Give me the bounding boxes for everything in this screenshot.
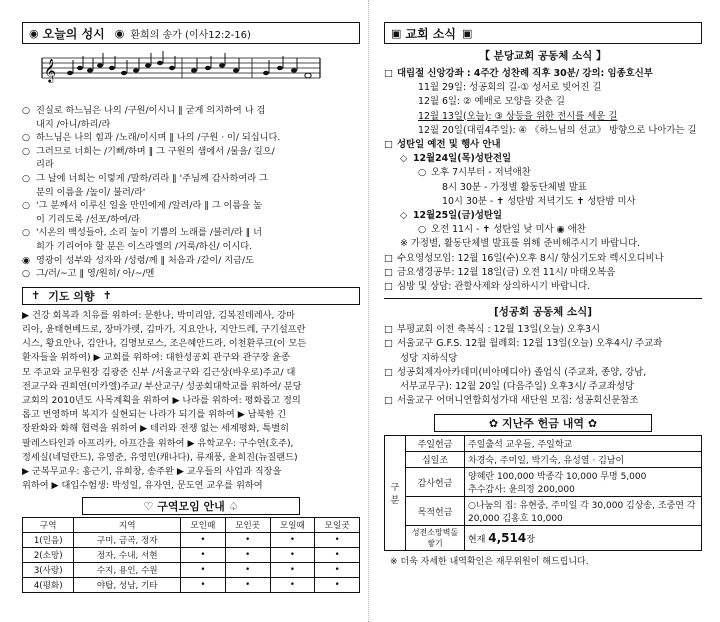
music-staff-icon bbox=[22, 48, 360, 100]
table-row: 2(소망) 정자, 수내, 서현 • • • • bbox=[23, 548, 360, 563]
litany-mark bbox=[22, 118, 36, 132]
circle-bullet-icon: ○ bbox=[22, 132, 31, 144]
prayer-line: 리아, 윤태현베드로, 장마가렛, 김마가, 지요안나, 지안드레, 구기설프란 bbox=[22, 323, 306, 335]
hymn-title: 환희의 송가 (이사12:2-16) bbox=[130, 29, 251, 41]
music-notation bbox=[22, 48, 360, 100]
checkbox-icon: □ bbox=[384, 139, 393, 151]
news-item: ※ 가정별, 활동단체별 발표를 위해 준비해주시기 바랍니다. bbox=[400, 238, 640, 250]
diocese-news-title: [성공회 공동체 소식] bbox=[384, 298, 702, 319]
left-column bbox=[22, 22, 360, 593]
prayer-line: 롭고 번영하며 복지가 실현되는 나라가 되기를 위하여 ▶ 남북한 긴 bbox=[22, 409, 287, 421]
news-item: 12월 6일: ② 예배로 모양을 갖춘 길 bbox=[418, 96, 565, 108]
table-row: 3(사랑) 수지, 용인, 수원 • • • • bbox=[23, 563, 360, 578]
table-row: 4(평화) 야탑, 성남, 기타 • • • • bbox=[23, 578, 360, 593]
litany-mark bbox=[22, 158, 36, 172]
circle-bullet-icon: ○ bbox=[22, 172, 31, 184]
group-meeting-title: ♡ 구역모임 안내 ♤ bbox=[82, 497, 300, 515]
hymn-bullseye-icon: ◉ bbox=[114, 26, 125, 40]
prayer-intentions bbox=[22, 309, 360, 494]
prayer-line: 팔레스타인과 아프리카, 아프간을 위하여 ▶ 유학교우: 구수연(호주), bbox=[22, 437, 294, 449]
prayer-line: 위하여 ▶ 대입수험생: 박성일, 유자연, 문도연 교우를 위하여 bbox=[22, 480, 263, 492]
litany-line: ○ '그 분께서 이루신 일을 만민에게 /알려/라 ‖ 그 이름을 높 bbox=[22, 200, 262, 212]
checkbox-icon: □ bbox=[384, 281, 393, 293]
news-item: ○ 오전 11시 - ✝ 성탄일 낮 미사 ◉ 애찬 bbox=[384, 223, 702, 237]
litany-line: 희가 기리어야 할 분은 이스라엘의 /거룩/하신/ 이시다. bbox=[22, 240, 360, 254]
litany-line: ○ 진실로 하느님은 나의 /구원/이시니 ‖ 굳게 의지하여 나 겁 bbox=[22, 105, 266, 116]
prayer-line: 정세실(네덜란드), 유영준, 유영민(캐나다), 류재풍, 윤희진(뉴질랜드) bbox=[22, 451, 298, 463]
checkbox-icon: □ bbox=[384, 252, 393, 264]
litany-line: 리라 bbox=[22, 158, 360, 172]
psalm-section-title: 오늘의 성시 bbox=[42, 26, 105, 41]
circle-bullet-icon: ○ bbox=[418, 224, 427, 236]
litany-mark bbox=[22, 186, 36, 200]
news-item: 12월 13일(오늘): ③ 상등을 위한 전시를 세운 길 bbox=[418, 110, 618, 122]
svg-text:𝄞: 𝄞 bbox=[44, 58, 56, 82]
news-item: □ 성탄일 예전 및 행사 안내 bbox=[384, 138, 702, 152]
right-column bbox=[384, 22, 702, 567]
litany-line: ○ 그/러/~고 ‖ 영/원히/ 아/~/멘 bbox=[22, 268, 155, 280]
checkbox-icon: □ bbox=[384, 68, 393, 79]
bundang-news-list bbox=[384, 67, 702, 294]
litany-line: 내지 /아니/하리/라 bbox=[22, 118, 360, 132]
news-item: □ 심방 및 상담: 관할사제와 상의하시기 바랍니다. bbox=[384, 280, 702, 294]
prayer-line: ▶ 건강 회복과 치유를 위하여: 문한나, 박미리암, 김복진데레사, 강마 bbox=[22, 309, 296, 321]
litany-line: ○ '시온의 백성들아, 소리 높이 기쁨의 노래를 /불러/라 ‖ 너 bbox=[22, 227, 262, 239]
litany-line: ○ 그 날에 너희는 이렇게 /말하/리라 ‖ '주님께 감사하여라 그 bbox=[22, 172, 268, 184]
news-item: 서부교무구): 12월 20일 (다음주일) 오후3시/ 주교좌성당 bbox=[400, 381, 635, 393]
psalm-section-header bbox=[22, 22, 360, 44]
diocese-news-list bbox=[384, 323, 702, 408]
checkbox-icon: □ bbox=[384, 395, 393, 407]
prayer-line: 전교구와 권희연(미카엘)주교/ 부산교구/ 성공회대학교를 위하여/ 분당 bbox=[22, 380, 302, 392]
column-header: 구역 bbox=[23, 518, 74, 533]
news-item: 10시 30분 - ✝ 성탄밤 저녁기도 ✝ 성탄밤 미사 bbox=[442, 195, 636, 207]
news-item: □ 성공회제자아카데미(비아메디아) 졸업식 (주교좌, 종양, 강남, bbox=[384, 366, 702, 380]
psalm-litany bbox=[22, 104, 360, 281]
news-item: 11월 29일: 성공회의 길-① 성서로 빚어진 길 bbox=[418, 82, 602, 94]
prayer-line: 시스, 황요안나, 김안나, 김명보로스, 조은혜안드라, 이천환루크(이 모든 bbox=[22, 338, 307, 350]
table-row: 감사헌금 양혜란 100,000 박종각 10,000 무명 5,000 추수감사: 윤의정 200,000 bbox=[385, 468, 702, 497]
group-meeting-table bbox=[22, 517, 360, 593]
square-icon: ▣ bbox=[391, 26, 402, 40]
checkbox-icon: □ bbox=[384, 366, 393, 378]
news-item: □ 부평교회 이전 축복식 : 12월 13일(오늘) 오후3시 bbox=[384, 323, 702, 337]
offering-title: ✿ 지난주 헌금 내역 ✿ bbox=[434, 414, 652, 432]
litany-mark bbox=[22, 213, 36, 227]
page-fold-line bbox=[368, 0, 369, 622]
prayer-line: 장완화와 화해 협력을 위하여 ▶ 테러와 전쟁 없는 세계평화, 특별히 bbox=[22, 423, 290, 435]
column-header: 모일때 bbox=[270, 518, 315, 533]
litany-line: ○ 그러므로 너희는 /기뻐/하며 ‖ 그 구원의 샘에서 /물을/ 길으/ bbox=[22, 145, 275, 157]
news-item: 성당 지하식당 bbox=[400, 352, 458, 364]
prayer-line: 환자들을 위하여) ▶ 교회를 위하여: 대한성공회 관구와 관구장 윤종 bbox=[22, 352, 290, 364]
news-item: ○ 오후 7시부터 - 저녁애찬 bbox=[384, 166, 702, 180]
circle-bullet-icon: ○ bbox=[418, 167, 427, 179]
circle-bullet-icon: ○ bbox=[22, 105, 31, 116]
news-item: □ 금요생경공부: 12월 18일(금) 오전 11시/ 마태오복음 bbox=[384, 266, 702, 280]
news-item: □ 수요영성모임: 12월 16일(수)오후 8시/ 향심기도와 렉시오디비나 bbox=[384, 252, 702, 266]
litany-line: ◉ 영광이 성부와 성자와 /성령/께 ‖ 처음과 /같이/ 지금/도 bbox=[22, 254, 255, 266]
litany-line: ○ 하느님은 나의 힘과 /노래/이시며 ‖ 나의 /구원 · 이/ 되십니다. bbox=[22, 132, 281, 144]
checkbox-icon: □ bbox=[384, 266, 393, 278]
news-item: ◇ 12월25일(금)성탄일 bbox=[384, 209, 702, 223]
table-row: 목적헌금 ○나눔의 집: 유현중, 주미일 각 30,000 김상송, 조중연 각 20,000 김홍호 10,000 bbox=[385, 497, 702, 526]
news-section-title: 교회 소식 bbox=[405, 26, 456, 41]
column-header: 모일곳 bbox=[315, 518, 360, 533]
column-header: 모인때 bbox=[181, 518, 226, 533]
cross-end-icon: ✝ bbox=[102, 289, 112, 303]
prayer-line: 모 주교와 교무원장 김광준 신부 /서울교구와 김근상(바우로)주교/ 대 bbox=[22, 366, 296, 378]
table-row: 십일조 차경숙, 주미일, 박기숙, 유성열 · 김남이 bbox=[385, 452, 702, 468]
square-end-icon: ▣ bbox=[461, 26, 473, 40]
prayer-line: ▶ 군복무교우: 홍근기, 유희창, 송주완 ▶ 교우들의 사업과 직장을 bbox=[22, 465, 282, 477]
column-header: 지역 bbox=[74, 518, 181, 533]
offering-side-label: 구분 bbox=[385, 436, 406, 551]
checkbox-icon: □ bbox=[384, 338, 393, 350]
news-item: 8시 30분 - 가정별 활동단체별 발표 bbox=[442, 181, 587, 193]
circle-bullet-icon: ○ bbox=[22, 268, 31, 280]
circle-bullet-icon: ○ bbox=[22, 200, 31, 212]
circle-bullet-icon: ○ bbox=[22, 227, 31, 239]
news-item: ◇ 12월24일(목)성탄전일 bbox=[384, 152, 702, 166]
news-item: □ 대림절 신앙강좌 : 4주간 성찬례 직후 30분/ 강의: 임종호신부 bbox=[384, 67, 702, 81]
offering-table bbox=[384, 435, 702, 551]
offering-note: ※ 더욱 자세한 내역확인은 재무위원이 해드립니다. bbox=[390, 557, 589, 568]
table-row: 성전소망벽돌쌓기 현재 4,514장 bbox=[385, 526, 702, 551]
cross-icon: ✝ bbox=[31, 289, 41, 303]
news-section-header bbox=[384, 22, 702, 44]
litany-line: 이 기리도록 /선포/하여/라 bbox=[22, 213, 360, 227]
bullseye-bullet-icon: ◉ bbox=[22, 254, 31, 266]
news-item: □ 서울교구 어머니연합회성가대 새단원 모집: 성공회신문참조 bbox=[384, 394, 702, 408]
table-header-row bbox=[23, 518, 360, 533]
table-row: 구분 주일헌금 주일출석 교우들, 주일학교 bbox=[385, 436, 702, 452]
circle-bullet-icon: ○ bbox=[22, 145, 31, 157]
diamond-icon: ◇ bbox=[400, 153, 408, 165]
column-header: 모인곳 bbox=[225, 518, 270, 533]
litany-line: 분의 이름을 /높이/ 불러/라' bbox=[22, 186, 360, 200]
news-item: □ 서울교구 G.F.S. 12월 월례회: 12월 13일(오늘) 오후4시/ 주교좌 bbox=[384, 337, 702, 351]
litany-mark bbox=[22, 240, 36, 254]
bullseye-icon: ◉ bbox=[29, 26, 39, 40]
prayer-section-header bbox=[22, 287, 360, 305]
prayer-section-title: 기도 의향 bbox=[48, 289, 95, 303]
table-row: 1(민음) 구미, 금곡, 정자 • • • • bbox=[23, 533, 360, 548]
news-item: 12월 20일(대림4주일): ④ 《하느님의 선교》 방향으로 나아가는 길 bbox=[418, 124, 697, 136]
checkbox-icon: □ bbox=[384, 324, 393, 336]
prayer-line: 교회의 2010년도 사목계획을 위하여 ▶ 나라를 위하여: 평화롭고 정의 bbox=[22, 394, 301, 406]
bundang-news-title: 【 분당교회 공동체 소식 】 bbox=[479, 50, 607, 62]
diamond-icon: ◇ bbox=[400, 210, 408, 222]
